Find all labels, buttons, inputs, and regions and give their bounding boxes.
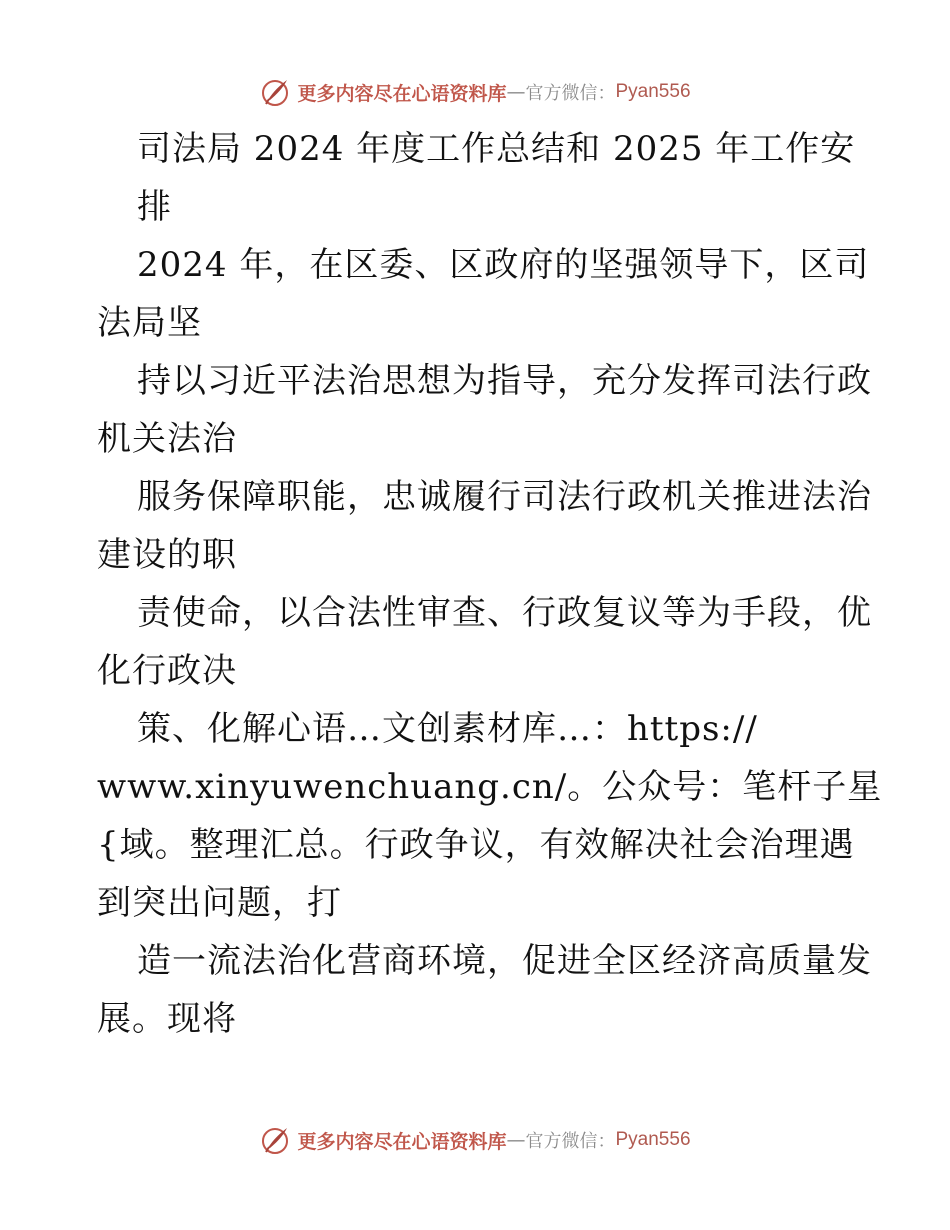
paragraph-line: 展。现将	[97, 999, 237, 1039]
paragraph-line: 建设的职	[97, 535, 237, 575]
paragraph-line: 造一流法治化营商环境，促进全区经济高质量发	[137, 941, 872, 981]
paragraph-line: 化行政决	[97, 651, 237, 691]
paragraph-line: 服务保障职能，忠诚履行司法行政机关推进法治	[137, 477, 872, 517]
paragraph-line: 责使命，以合法性审查、行政复议等为手段，优	[137, 593, 872, 633]
banner-contact-id: Pyan556	[615, 1129, 691, 1150]
paragraph-line: 持以习近平法治思想为指导，充分发挥司法行政	[137, 361, 872, 401]
paragraph-line: 2024 年，在区委、区政府的坚强领导下，区司	[137, 245, 870, 285]
banner-separator: —	[506, 1129, 526, 1151]
quill-pen-logo-icon	[259, 1124, 291, 1156]
document-body	[97, 120, 883, 1048]
banner-separator: —	[506, 81, 526, 103]
paragraph-line: 策、化解心语…文创素材库…：https://	[137, 709, 758, 749]
paragraph-line: 到突出问题，打	[97, 883, 342, 923]
header-watermark-banner	[0, 72, 950, 112]
banner-contact-label: 官方微信：	[525, 83, 616, 104]
quill-pen-logo-icon	[259, 76, 291, 108]
paragraph-line: www.xinyuwenchuang.cn/。公众号：笔杆子星	[97, 767, 883, 807]
document-title-line-2: 排	[137, 187, 172, 227]
paragraph-line: 法局坚	[97, 303, 202, 343]
banner-contact-id: Pyan556	[615, 81, 691, 102]
paragraph-line: {域。整理汇总。行政争议，有效解决社会治理遇	[97, 825, 855, 865]
document-title-line-1: 司法局 2024 年度工作总结和 2025 年工作安	[137, 129, 856, 169]
paragraph-line: 机关法治	[97, 419, 237, 459]
banner-contact-label: 官方微信：	[525, 1131, 616, 1152]
banner-site-text: 更多内容尽在心语资料库	[297, 82, 507, 105]
banner-site-text: 更多内容尽在心语资料库	[297, 1130, 507, 1153]
footer-watermark-banner	[0, 1120, 950, 1160]
